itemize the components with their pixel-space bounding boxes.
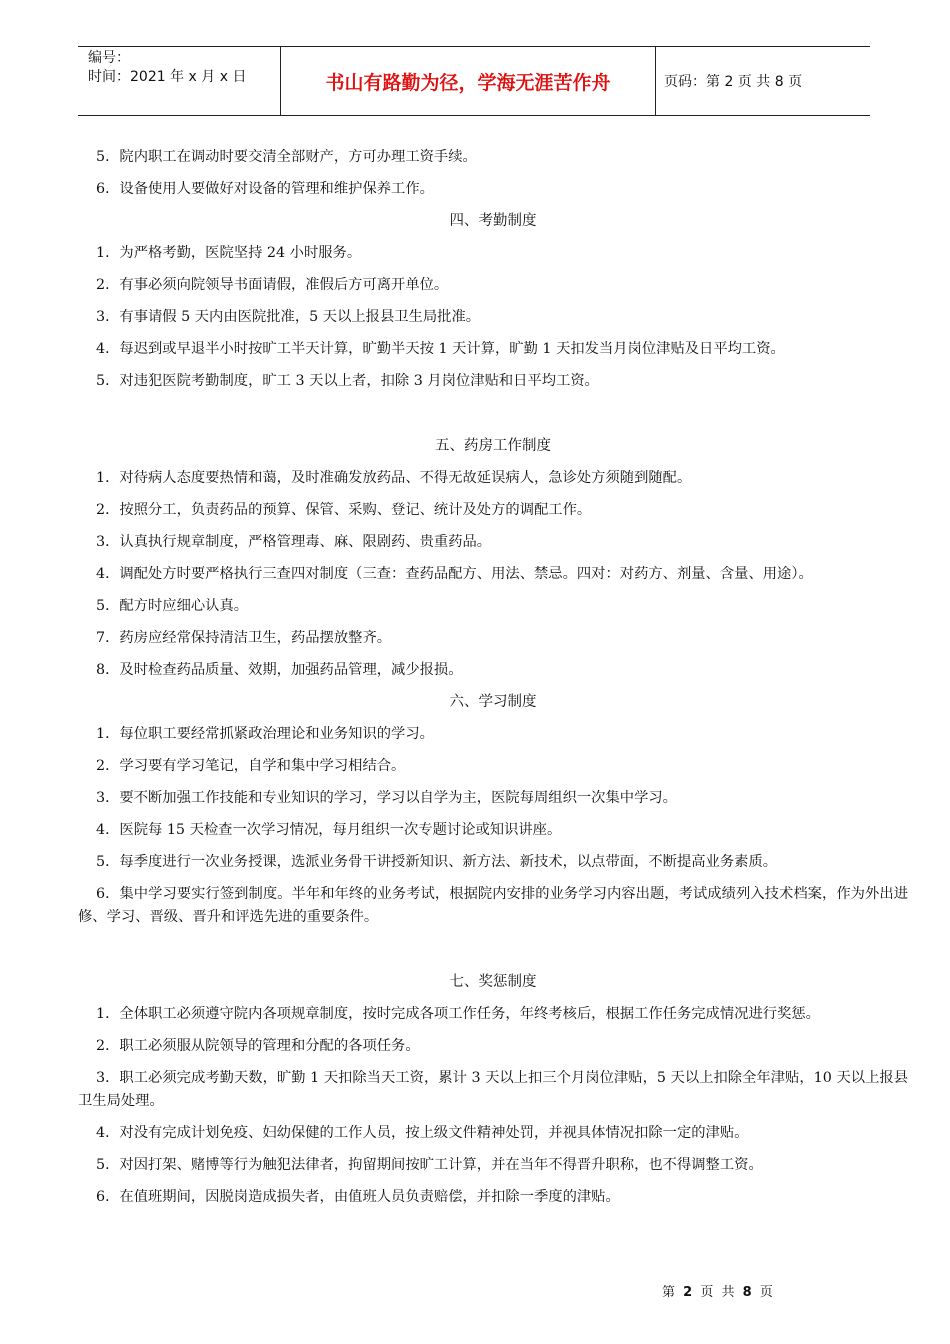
paragraph: 2．按照分工，负责药品的预算、保管、采购、登记、统计及处方的调配工作。 — [96, 502, 592, 518]
paragraph: 5．每季度进行一次业务授课，选派业务骨干讲授新知识、新方法、新技术，以点带面，不断提高业务素质。 — [96, 854, 778, 870]
paragraph: 3．有事请假 5 天内由医院批准，5 天以上报县卫生局批准。 — [96, 309, 481, 325]
paragraph: 2．学习要有学习笔记，自学和集中学习相结合。 — [96, 758, 406, 774]
paragraph: 4．调配处方时要严格执行三查四对制度（三查：查药品配方、用法、禁忌。四对：对药方、剂量、含量、用途）。 — [96, 566, 813, 582]
document-number-label: 编号： — [88, 50, 130, 66]
page-footer — [662, 1281, 775, 1300]
paragraph: 1．每位职工要经常抓紧政治理论和业务知识的学习。 — [96, 726, 434, 742]
paragraph: 7．药房应经常保持清洁卫生，药品摆放整齐。 — [96, 630, 392, 646]
footer-word: 页 — [759, 1285, 775, 1300]
paragraph: 1．全体职工必须遵守院内各项规章制度，按时完成各项工作任务，年终考核后，根据工作任务完成情况进行奖惩。 — [96, 1006, 820, 1022]
section-heading: 五、药房工作制度 — [435, 438, 551, 454]
paragraph: 4．对没有完成计划免疫、妇幼保健的工作人员，按上级文件精神处罚，并视具体情况扣除一定的津贴。 — [96, 1125, 749, 1141]
spacer — [78, 402, 908, 435]
paragraph: 2．有事必须向院领导书面请假，准假后方可离开单位。 — [96, 277, 449, 293]
header-divider — [655, 47, 656, 115]
section-heading: 六、学习制度 — [449, 694, 537, 710]
document-body — [78, 146, 908, 1218]
header-meta — [88, 49, 278, 87]
paragraph: 1．为严格考勤，医院坚持 24 小时服务。 — [96, 245, 362, 261]
paragraph: 4．每迟到或早退半小时按旷工半天计算，旷勤半天按 1 天计算，旷勤 1 天扣发当月岗位津贴及日平均工资。 — [96, 341, 785, 357]
paragraph: 8．及时检查药品质量、效期，加强药品管理，减少报损。 — [96, 662, 463, 678]
paragraph: 5．院内职工在调动时要交清全部财产，方可办理工资手续。 — [96, 149, 477, 165]
section-heading: 七、奖惩制度 — [449, 974, 537, 990]
footer-word: 第 — [662, 1285, 678, 1300]
paragraph: 2．职工必须服从院领导的管理和分配的各项任务。 — [96, 1038, 420, 1054]
paragraph: 5．配方时应细心认真。 — [96, 598, 249, 614]
footer-total-pages: 8 — [742, 1285, 754, 1300]
paragraph: 6．设备使用人要做好对设备的管理和维护保养工作。 — [96, 181, 434, 197]
paragraph: 3．职工必须完成考勤天数，旷勤 1 天扣除当天工资，累计 3 天以上扣三个月岗位津贴，5 天以上扣除全年津贴，10 天以上报县卫生局处理。 — [78, 1070, 908, 1109]
document-time-label: 时间：2021 年 x 月 x 日 — [88, 69, 247, 85]
paragraph: 5．对违犯医院考勤制度，旷工 3 天以上者，扣除 3 月岗位津贴和日平均工资。 — [96, 373, 599, 389]
paragraph: 6．在值班期间，因脱岗造成损失者，由值班人员负责赔偿，并扣除一季度的津贴。 — [96, 1189, 620, 1205]
header-page-label: 页码：第 2 页 共 8 页 — [664, 74, 803, 90]
spacer — [78, 938, 908, 971]
paragraph: 3．要不断加强工作技能和专业知识的学习，学习以自学为主，医院每周组织一次集中学习。 — [96, 790, 677, 806]
page-header — [78, 46, 870, 116]
section-heading: 四、考勤制度 — [449, 213, 537, 229]
paragraph: 1．对待病人态度要热情和蔼，及时准确发放药品、不得无故延误病人，急诊处方须随到随配。 — [96, 470, 692, 486]
footer-page-number: 2 — [683, 1285, 695, 1300]
paragraph: 6．集中学习要实行签到制度。半年和年终的业务考试，根据院内安排的业务学习内容出题，考试成绩列入技术档案，作为外出进修、学习、晋级、晋升和评选先进的重要条件。 — [78, 886, 908, 925]
paragraph: 5．对因打架、赌博等行为触犯法律者，拘留期间按旷工计算，并在当年不得晋升职称，也不得调整工资。 — [96, 1157, 763, 1173]
header-motto: 书山有路勤为径，学海无涯苦作舟 — [325, 71, 611, 94]
paragraph: 3．认真执行规章制度，严格管理毒、麻、限剧药、贵重药品。 — [96, 534, 492, 550]
footer-word: 页 共 — [700, 1285, 737, 1300]
paragraph: 4．医院每 15 天检查一次学习情况，每月组织一次专题讨论或知识讲座。 — [96, 822, 562, 838]
